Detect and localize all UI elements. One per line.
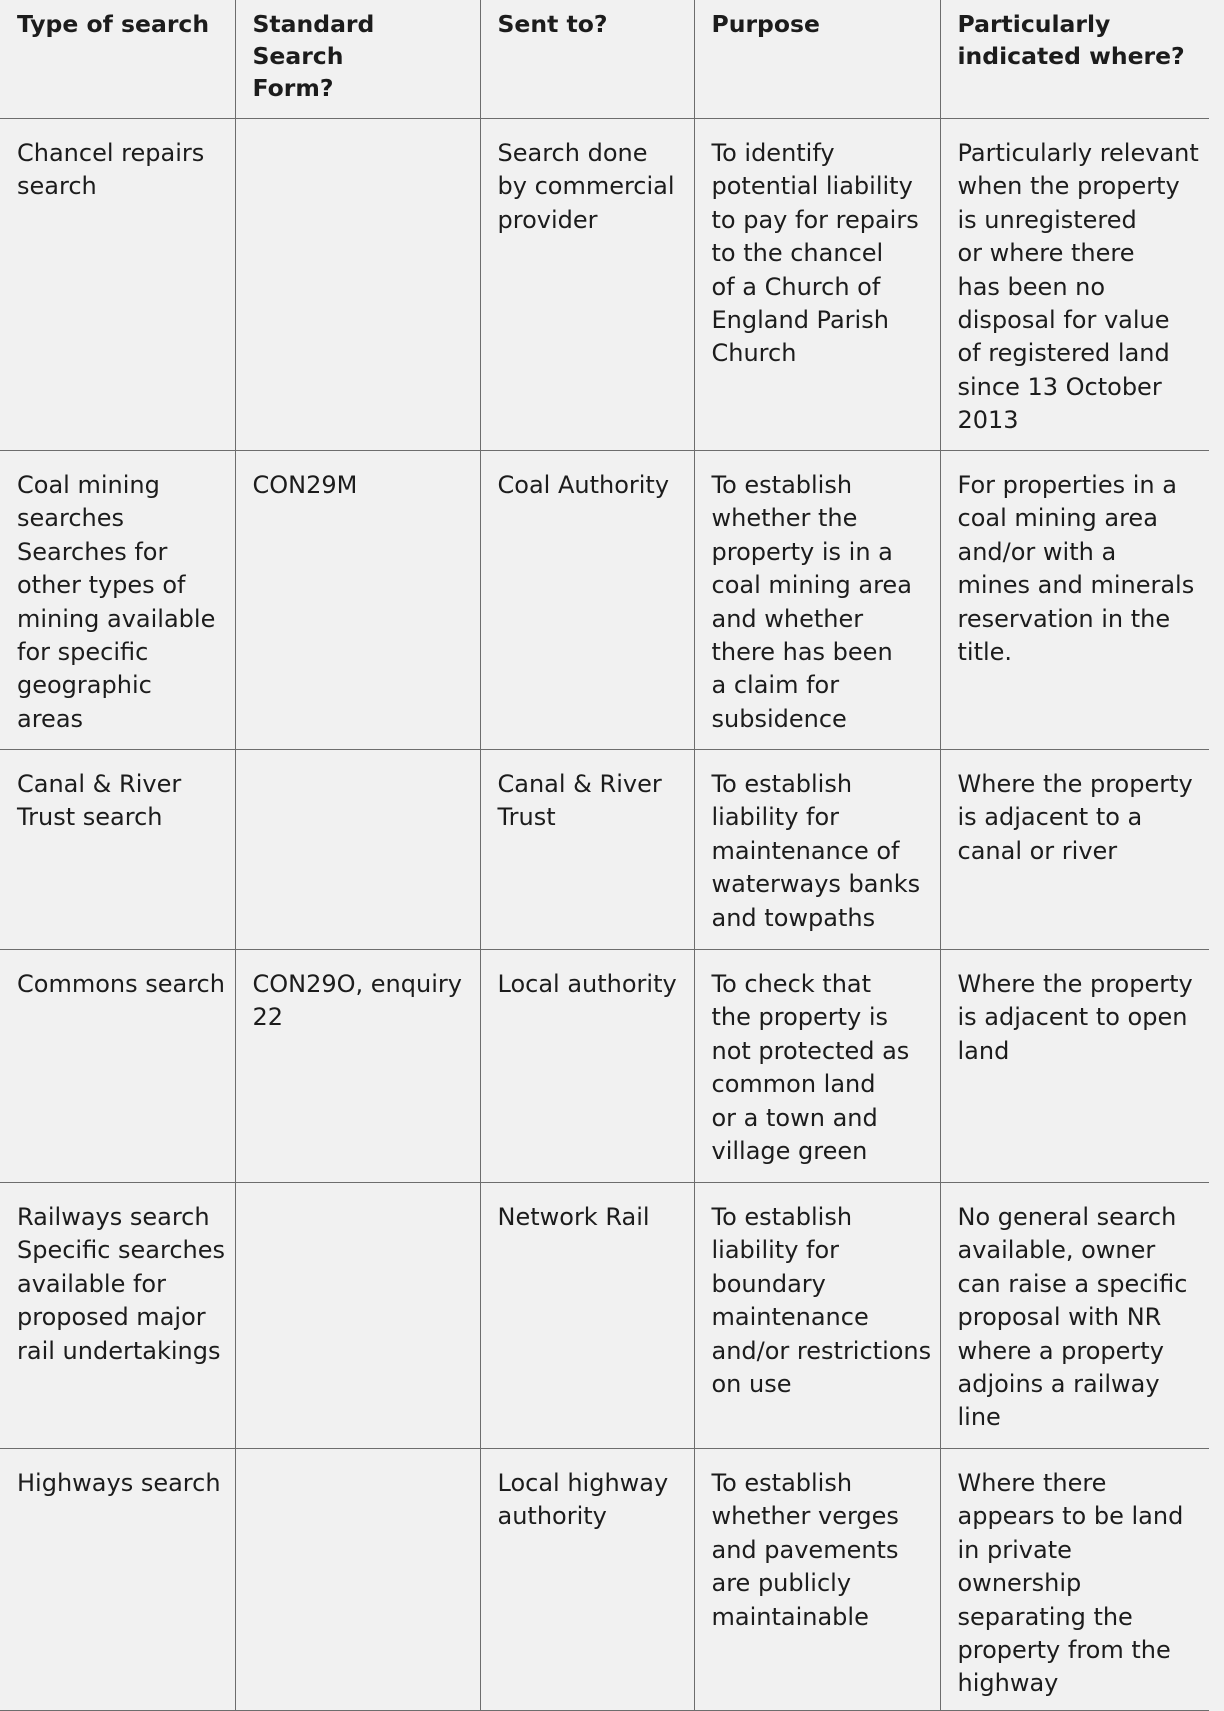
cell-purpose: To establish liability for boundary maintenance and/or restrictions on use [694, 1183, 940, 1449]
cell-sent-to: Canal & River Trust [480, 750, 694, 950]
header-sent-to: Sent to? [480, 0, 694, 119]
cell-form: CON29M [235, 451, 480, 750]
cell-indicated: Where there appears to be land in private ownership separating the property from the highway [940, 1449, 1209, 1711]
cell-type: Canal & River Trust search [0, 750, 235, 950]
cell-type: Commons search [0, 950, 235, 1183]
cell-form [235, 1183, 480, 1449]
cell-form [235, 119, 480, 451]
cell-indicated: No general search available, owner can raise a specific proposal with NR where a property adjoins a railway line [940, 1183, 1209, 1449]
table-row [0, 750, 1209, 950]
cell-type: Railways search Specific searches available for proposed major rail undertakings [0, 1183, 235, 1449]
table-row [0, 1449, 1209, 1711]
cell-type: Highways search [0, 1449, 235, 1711]
header-type-of-search: Type of search [0, 0, 235, 119]
cell-indicated: Particularly relevant when the property is unregistered or where there has been no disposal for value of registered land since 13 October 2013 [940, 119, 1209, 451]
cell-type: Chancel repairs search [0, 119, 235, 451]
header-standard-search-form: Standard Search Form? [235, 0, 480, 119]
cell-sent-to: Local authority [480, 950, 694, 1183]
table-row [0, 1183, 1209, 1449]
cell-purpose: To establish whether verges and pavements are publicly maintainable [694, 1449, 940, 1711]
cell-form [235, 750, 480, 950]
cell-type: Coal mining searches Searches for other types of mining available for specific geographic areas [0, 451, 235, 750]
cell-sent-to: Network Rail [480, 1183, 694, 1449]
cell-indicated: Where the property is adjacent to open land [940, 950, 1209, 1183]
cell-form [235, 1449, 480, 1711]
cell-form: CON29O, enquiry 22 [235, 950, 480, 1183]
table-row [0, 119, 1209, 451]
cell-sent-to: Coal Authority [480, 451, 694, 750]
cell-purpose: To check that the property is not protected as common land or a town and village green [694, 950, 940, 1183]
header-particularly-indicated: Particularly indicated where? [940, 0, 1209, 119]
cell-purpose: To identify potential liability to pay for repairs to the chancel of a Church of England Parish Church [694, 119, 940, 451]
table-row [0, 950, 1209, 1183]
cell-indicated: For properties in a coal mining area and/or with a mines and minerals reservation in the title. [940, 451, 1209, 750]
cell-sent-to: Search done by commercial provider [480, 119, 694, 451]
table-row [0, 451, 1209, 750]
header-row [0, 0, 1209, 119]
cell-purpose: To establish whether the property is in a coal mining area and whether there has been a claim for subsidence [694, 451, 940, 750]
cell-indicated: Where the property is adjacent to a canal or river [940, 750, 1209, 950]
cell-purpose: To establish liability for maintenance of waterways banks and towpaths [694, 750, 940, 950]
cell-sent-to: Local highway authority [480, 1449, 694, 1711]
header-purpose: Purpose [694, 0, 940, 119]
